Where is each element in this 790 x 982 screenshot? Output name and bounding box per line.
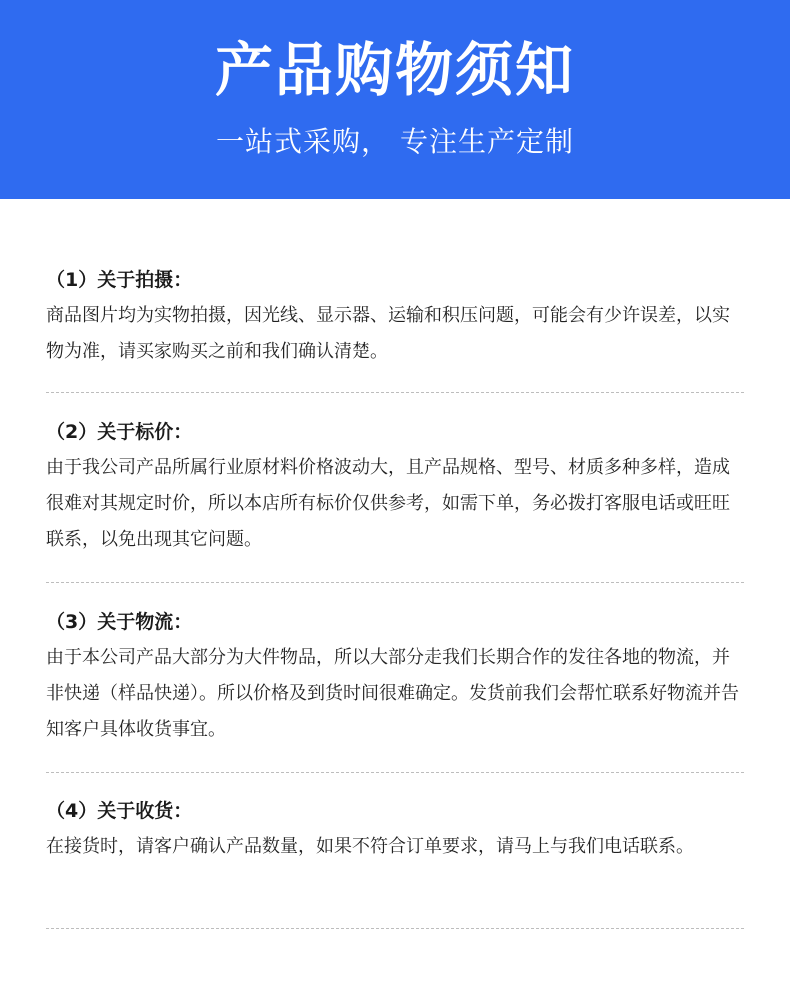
header-banner [0, 0, 790, 199]
section-logistics [46, 607, 746, 748]
section-divider [46, 772, 744, 773]
section-title: （2）关于标价： [46, 421, 193, 443]
section-pricing [46, 417, 746, 558]
section-body: 由于本公司产品大部分为大件物品，所以大部分走我们长期合作的发往各地的物流，并非快递（样品快递）。所以价格及到货时间很难确定。发货前我们会帮忙联系好物流并告知客户具体收货事宜。 [46, 647, 739, 740]
section-receiving [46, 796, 746, 865]
section-divider [46, 928, 744, 929]
section-title: （1）关于拍摄： [46, 269, 193, 291]
page-subtitle: 一站式采购， 专注生产定制 [216, 125, 574, 158]
section-title: （4）关于收货： [46, 800, 193, 822]
section-body: 由于我公司产品所属行业原材料价格波动大，且产品规格、型号、材质多种多样，造成很难对其规定时价，所以本店所有标价仅供参考，如需下单，务必拨打客服电话或旺旺联系，以免出现其它问题。 [46, 457, 730, 550]
section-divider [46, 392, 744, 393]
section-photography [46, 265, 746, 370]
section-divider [46, 582, 744, 583]
section-body: 商品图片均为实物拍摄，因光线、显示器、运输和积压问题，可能会有少许误差，以实物为准，请买家购买之前和我们确认清楚。 [46, 305, 730, 362]
section-title: （3）关于物流： [46, 611, 193, 633]
section-body: 在接货时，请客户确认产品数量，如果不符合订单要求，请马上与我们电话联系。 [46, 836, 694, 857]
page-title: 产品购物须知 [214, 36, 575, 104]
